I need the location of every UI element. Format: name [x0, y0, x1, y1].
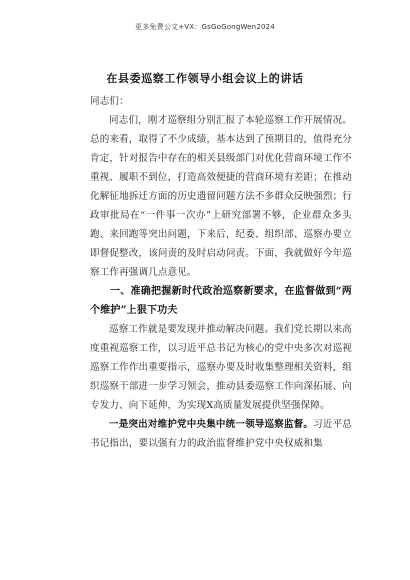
point-1-lead: 一是突出对维护党中央集中统一领导巡察监督。	[109, 419, 314, 430]
paragraph-point-1	[90, 415, 352, 453]
document-title: 在县委巡察工作领导小组会议上的讲话	[106, 72, 304, 85]
section-heading-1: 一、准确把握新时代政治巡察新要求，在监督做到“两个维护”上狠下功夫	[90, 286, 352, 316]
document-body	[90, 92, 352, 453]
paragraph-section-1: 巡察工作就是要发现并推动解决问题。我们党长期以来高度重视巡察工作，以习近平总书记为核心的党中央多次对巡视巡察工作作出重要指示，巡察办要及时收集整理相关资料，组织巡察干部进一步学习领会，推动县委巡察工作向深拓展、向专发力、向下延伸，为实现X高质量发展提供坚强保障。	[90, 324, 352, 411]
paragraph-opening: 同志们，刚才巡察组分别汇报了本轮巡察工作开展情况。总的来看，取得了不少成绩，基本达到了预期目的，值得充分肯定，针对报告中存在的相关县级部门对优化营商环境工作不重视、履职不到位，打造高效便捷的营商环境有差距；在推动化解征地拆迁方面的历史遗留问题方法不多群众反映强烈；行政审批局在“一件事一次办”上研究部署不够，企业群众多头跑、来回跑等突出问题，下来后，纪委、组织部、巡察办要立即督促整改，该问责的及时启动问责。下面，我就做好今年巡察工作再强调几点意见。	[90, 115, 352, 278]
salutation: 同志们：	[90, 96, 129, 107]
point-1-text: 习近平总书记指出，要以强有力的政治监督维护党中央权威和集	[90, 419, 352, 449]
header-note: 更多免费公文+VX：GsGoGongWen2024	[135, 23, 275, 31]
